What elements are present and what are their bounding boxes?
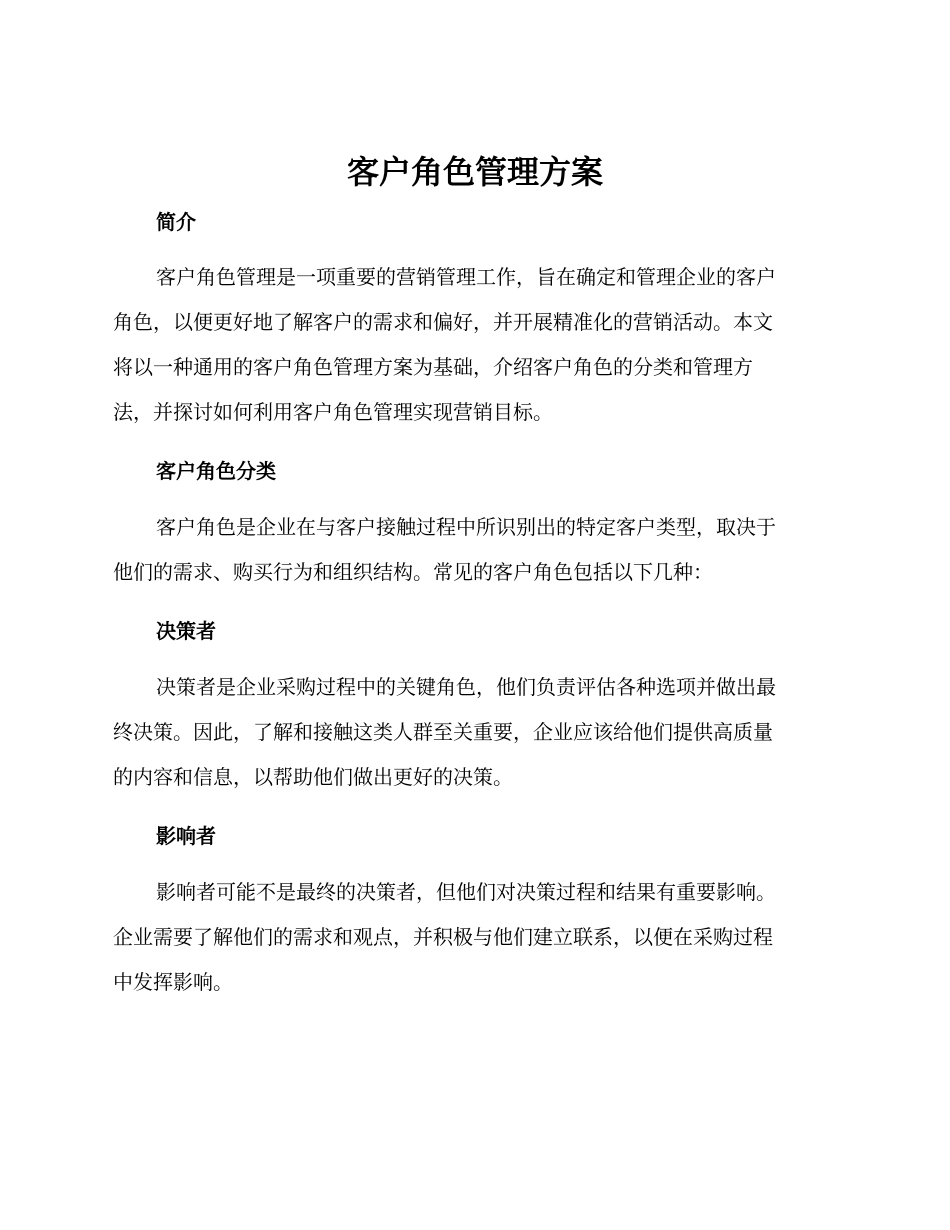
section-heading-intro: 简介 <box>156 210 196 234</box>
section-paragraph-decision-maker <box>113 665 841 800</box>
section-heading-decision-maker: 决策者 <box>156 619 216 643</box>
section-heading-classification: 客户角色分类 <box>156 459 276 483</box>
paragraph-line: 角色，以便更好地了解客户的需求和偏好，并开展精准化的营销活动。本文 <box>113 310 773 334</box>
paragraph-line: 中发挥影响。 <box>113 970 233 994</box>
paragraph-line: 影响者可能不是最终的决策者，但他们对决策过程和结果有重要影响。 <box>156 880 776 904</box>
paragraph-line: 客户角色是企业在与客户接触过程中所识别出的特定客户类型，取决于 <box>156 515 776 539</box>
paragraph-line: 决策者是企业采购过程中的关键角色，他们负责评估各种选项并做出最 <box>156 675 776 699</box>
section-paragraph-intro <box>113 255 841 435</box>
section-heading-influencer: 影响者 <box>156 824 216 848</box>
paragraph-line: 客户角色管理是一项重要的营销管理工作，旨在确定和管理企业的客户 <box>156 265 776 289</box>
paragraph-line: 将以一种通用的客户角色管理方案为基础，介绍客户角色的分类和管理方 <box>113 355 753 379</box>
section-paragraph-influencer <box>113 870 841 1005</box>
paragraph-line: 的内容和信息，以帮助他们做出更好的决策。 <box>113 765 513 789</box>
paragraph-line: 企业需要了解他们的需求和观点，并积极与他们建立联系，以便在采购过程 <box>113 925 773 949</box>
section-paragraph-classification <box>113 505 841 595</box>
paragraph-line: 他们的需求、购买行为和组织结构。常见的客户角色包括以下几种： <box>113 560 713 584</box>
document-title: 客户角色管理方案 <box>346 153 603 191</box>
paragraph-line: 法，并探讨如何利用客户角色管理实现营销目标。 <box>113 400 553 424</box>
paragraph-line: 终决策。因此，了解和接触这类人群至关重要，企业应该给他们提供高质量 <box>113 720 773 744</box>
